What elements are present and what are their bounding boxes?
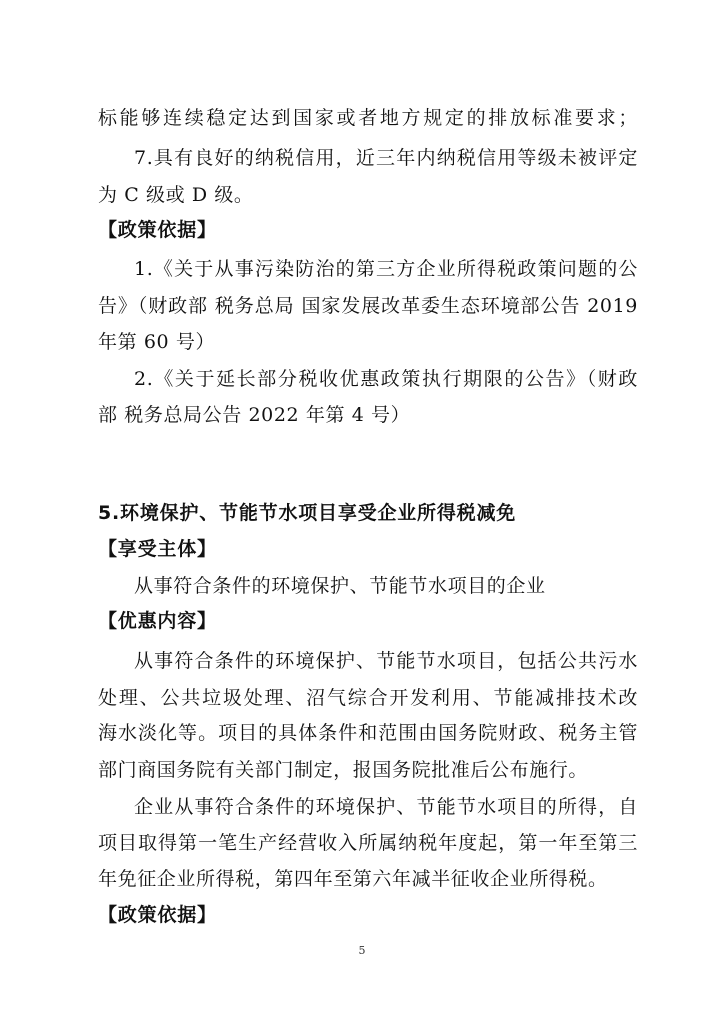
requirement-item-7: 7.具有良好的纳税信用，近三年内纳税信用等级未被评定 (134, 147, 638, 169)
policy-basis-item-2: 2.《关于延长部分税收优惠政策执行期限的公告》（财政 (134, 368, 638, 390)
subject-heading: 【享受主体】 (98, 538, 217, 560)
content-paragraph-1-line-2: 处理、公共垃圾处理、沼气综合开发利用、节能减排技术改 (98, 687, 638, 709)
policy-basis-heading-2: 【政策依据】 (98, 904, 217, 926)
content-heading: 【优惠内容】 (98, 610, 217, 632)
policy-basis-item-1-end: 年第 60 号） (98, 331, 216, 353)
requirement-item-7-continued: 为 C 级或 D 级。 (98, 184, 254, 206)
page-number: 5 (358, 944, 366, 957)
content-paragraph-1-line-1: 从事符合条件的环境保护、节能节水项目，包括公共污水 (134, 650, 638, 672)
content-paragraph-2-line-3: 年免征企业所得税，第四年至第六年减半征收企业所得税。 (98, 868, 608, 890)
policy-basis-heading: 【政策依据】 (98, 219, 217, 241)
content-paragraph-1-line-3: 海水淡化等。项目的具体条件和范围由国务院财政、税务主管 (98, 722, 638, 744)
policy-basis-item-1-continued: 告》（财政部 税务总局 国家发展改革委生态环境部公告 2019 (98, 295, 638, 317)
content-paragraph-2-line-1: 企业从事符合条件的环境保护、节能节水项目的所得，自 (134, 796, 638, 818)
subject-text: 从事符合条件的环境保护、节能节水项目的企业 (134, 575, 546, 597)
policy-basis-item-1: 1.《关于从事污染防治的第三方企业所得税政策问题的公 (134, 258, 638, 280)
paragraph-line: 标能够连续稳定达到国家或者地方规定的排放标准要求； (98, 107, 638, 129)
section-title: 5.环境保护、节能节水项目享受企业所得税减免 (98, 502, 517, 524)
policy-basis-item-2-continued: 部 税务总局公告 2022 年第 4 号） (98, 404, 411, 426)
content-paragraph-2-line-2: 项目取得第一笔生产经营收入所属纳税年度起，第一年至第三 (98, 832, 638, 854)
content-paragraph-1-line-4: 部门商国务院有关部门制定，报国务院批准后公布施行。 (98, 759, 589, 781)
